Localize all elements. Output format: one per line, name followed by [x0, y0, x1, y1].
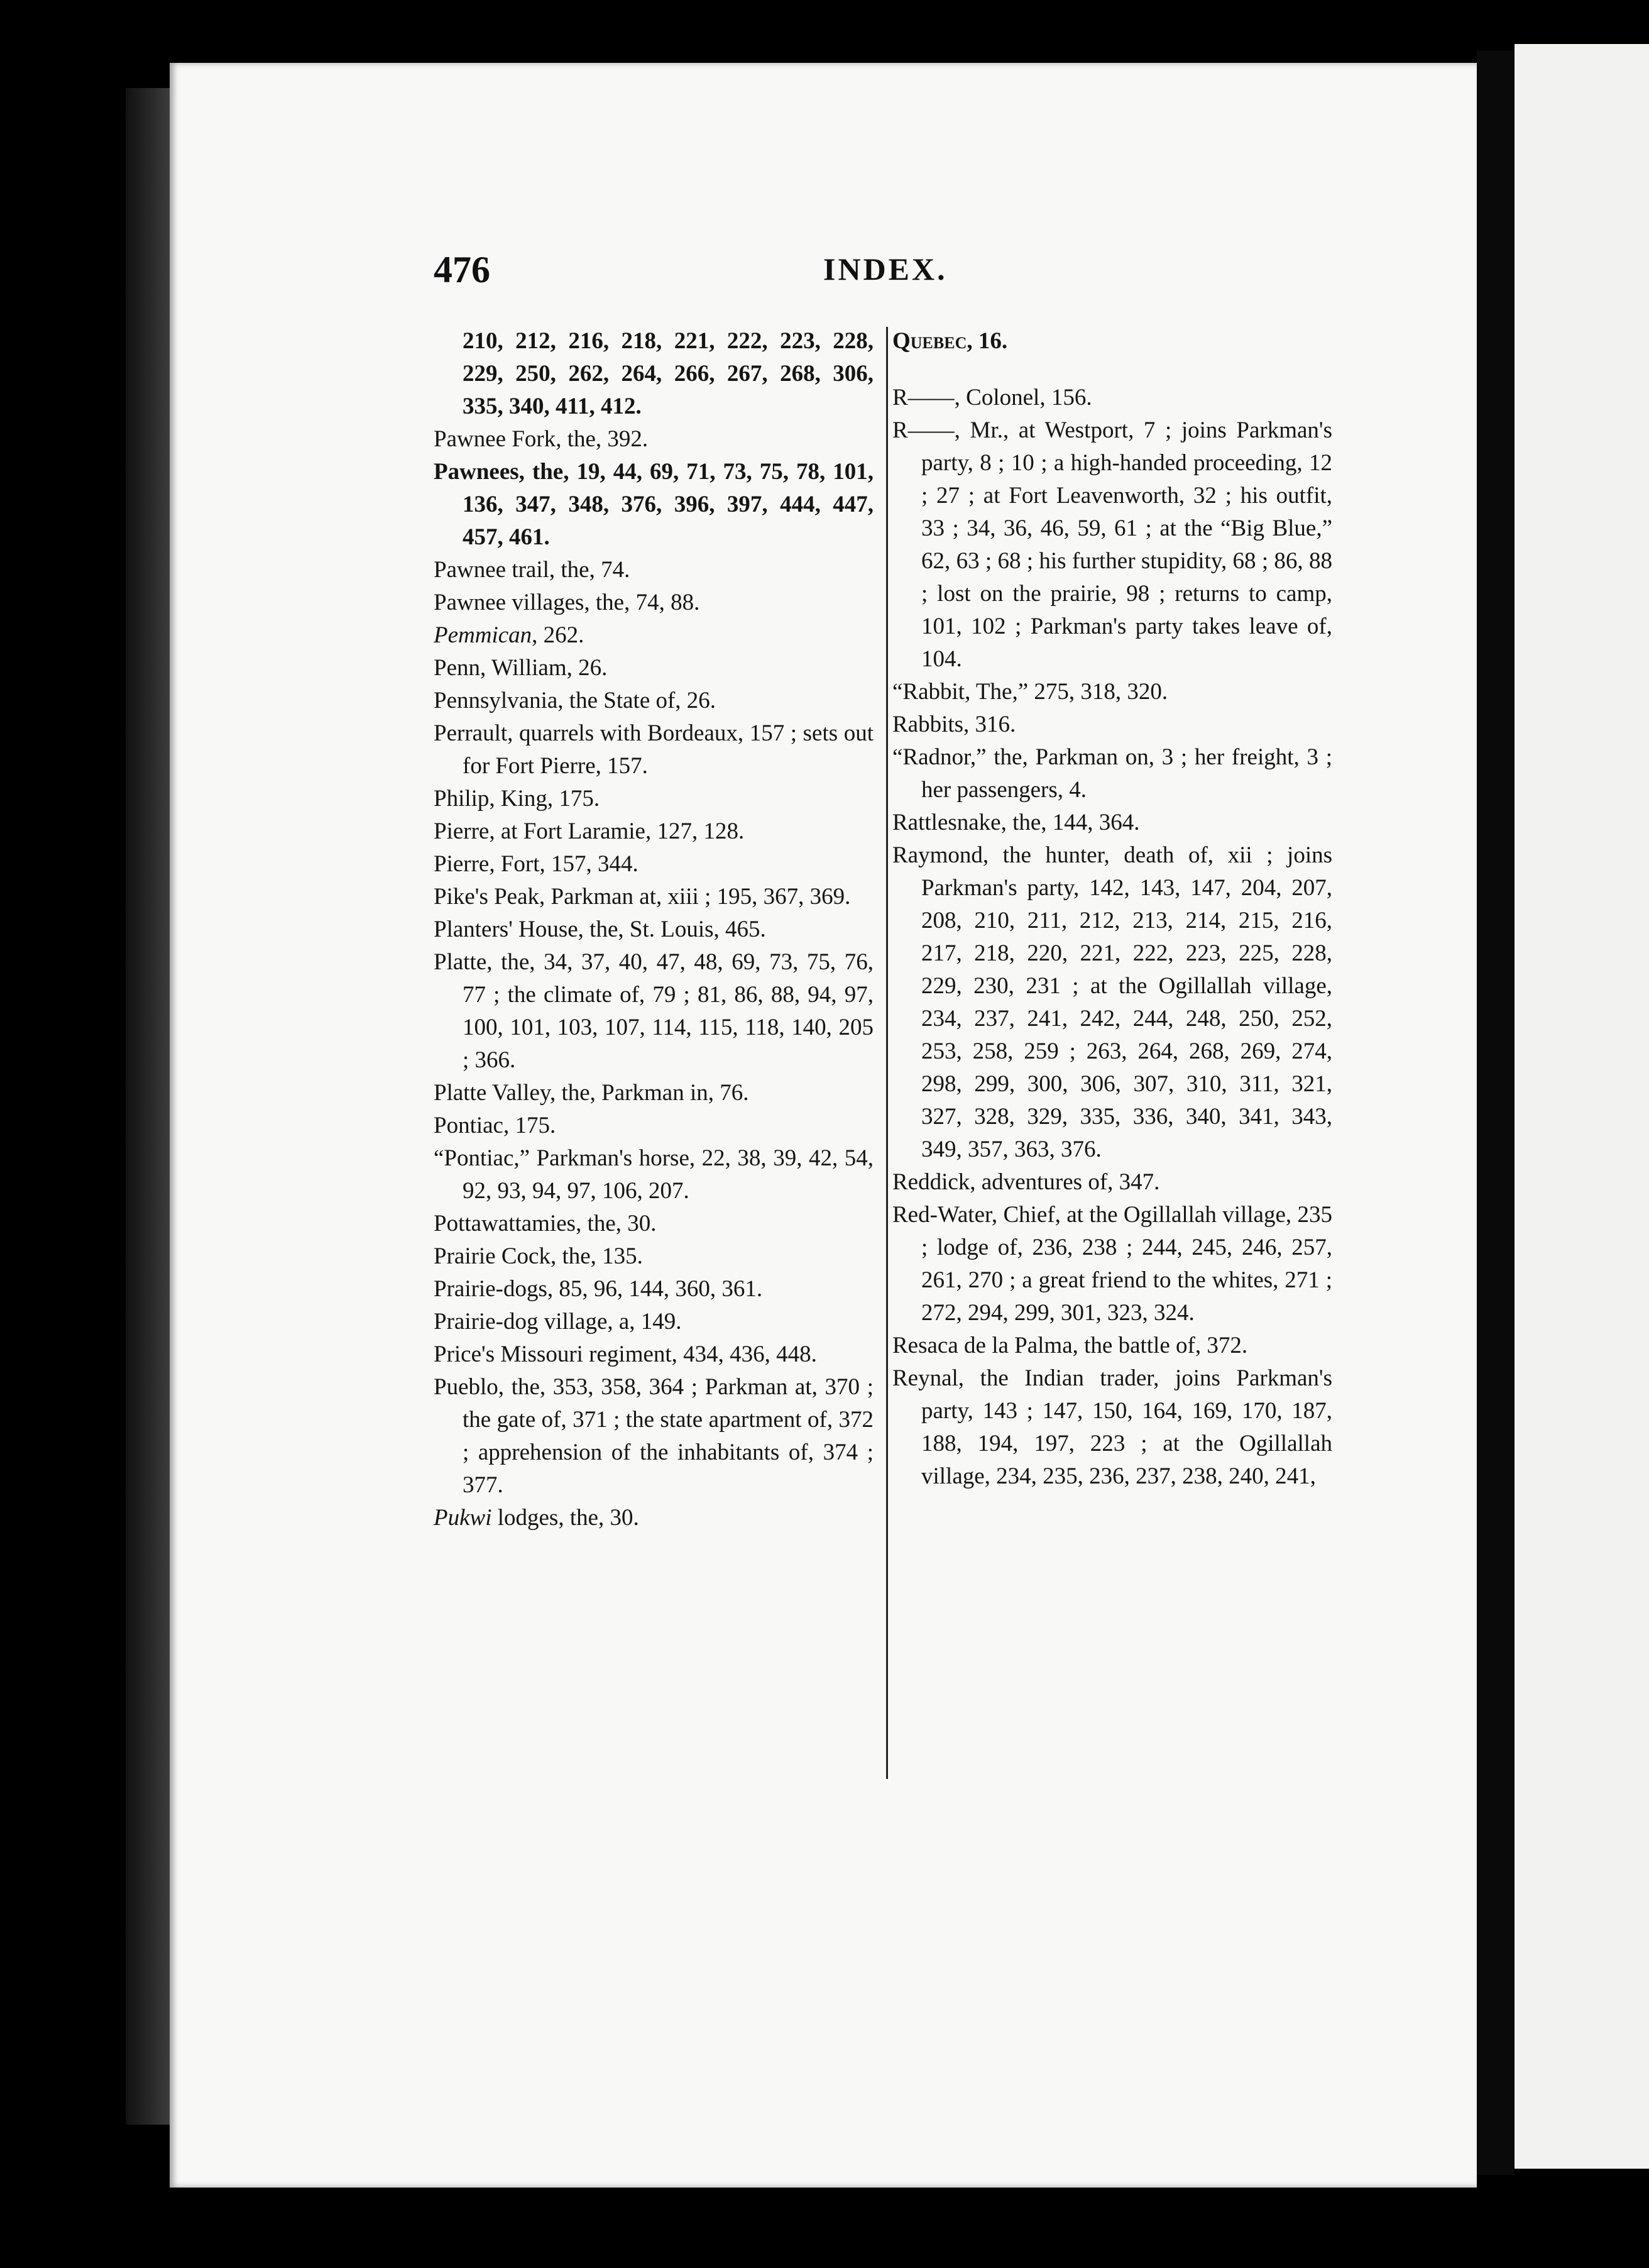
index-entry	[434, 848, 874, 881]
index-entry	[434, 1371, 874, 1502]
index-entry	[892, 676, 1332, 708]
page-header	[434, 248, 949, 292]
index-entry-text: , 16.	[967, 328, 1008, 354]
index-entry	[434, 456, 874, 554]
index-entry	[434, 1142, 874, 1208]
index-entry	[434, 554, 874, 586]
index-entry	[892, 1362, 1332, 1493]
index-entry	[434, 881, 874, 913]
index-entry-text: “Rabbit, The,” 275, 318, 320.	[892, 679, 1168, 705]
index-entry	[434, 717, 874, 783]
page-number: 476	[434, 249, 490, 290]
index-entry-text: Perrault, quarrels with Bordeaux, 157 ; sets out for Fort Pierre, 157.	[434, 720, 874, 779]
index-entry-text: Penn, William, 26.	[434, 655, 608, 681]
index-entry	[434, 1306, 874, 1338]
index-entry	[434, 1077, 874, 1109]
index-entry	[434, 652, 874, 685]
index-entry-text: Pueblo, the, 353, 358, 364 ; Parkman at, 370 ; the gate of, 371 ; the state apartment of, 372 ; apprehension of the inhabitants of, 374 ; 377.	[434, 1374, 874, 1498]
index-entry-text: , 262.	[532, 622, 584, 648]
index-entry-text: Philip, King, 175.	[434, 786, 600, 812]
page-gutter	[1477, 50, 1515, 2175]
index-entry	[892, 382, 1332, 414]
index-entry-text: Red-Water, Chief, at the Ogillallah village, 235 ; lodge of, 236, 238 ; 244, 245, 246, 257, 261, 270 ; a great friend to the whites, 271 ; 272, 294, 299, 301, 323, 324.	[892, 1202, 1332, 1326]
index-term: Pukwi	[434, 1505, 492, 1531]
index-entry-text: R——, Mr., at Westport, 7 ; joins Parkman's party, 8 ; 10 ; a high-handed proceeding, 12 ; 27 ; at Fort Leavenworth, 32 ; his outfit, 33 ; 34, 36, 46, 59, 61 ; at the “Big Blue,” 62, 63 ; 68 ; his further stupidity, 68 ; 86, 88 ; lost on the prairie, 98 ; returns to camp, 101, 102 ; Parkman's party takes leave of, 104.	[892, 417, 1332, 672]
index-entry	[892, 839, 1332, 1166]
index-entry	[434, 685, 874, 717]
index-entry	[892, 325, 1332, 358]
index-entry-text: Pawnee trail, the, 74.	[434, 557, 630, 583]
index-entry-text: lodges, the, 30.	[491, 1505, 639, 1531]
index-entry-text: Rattlesnake, the, 144, 364.	[892, 810, 1140, 835]
entry-gap	[892, 358, 1332, 382]
index-entry	[892, 708, 1332, 741]
index-entry	[434, 1338, 874, 1371]
facing-page-edge	[1515, 44, 1649, 2169]
index-entry	[434, 1273, 874, 1306]
index-entry-text: Pierre, at Fort Laramie, 127, 128.	[434, 818, 745, 844]
index-entry-text: Planters' House, the, St. Louis, 465.	[434, 917, 766, 942]
index-entry-text: Pennsylvania, the State of, 26.	[434, 688, 716, 713]
index-entry-text: Reynal, the Indian trader, joins Parkman's party, 143 ; 147, 150, 164, 169, 170, 187, 188, 194, 197, 223 ; at the Ogillallah village, 234, 235, 236, 237, 238, 240, 241,	[892, 1365, 1332, 1489]
column-divider	[886, 327, 888, 1779]
index-entry	[434, 946, 874, 1077]
index-entry	[434, 423, 874, 456]
index-column-right	[892, 325, 1332, 1493]
index-entry-text: R——, Colonel, 156.	[892, 385, 1092, 410]
index-entry	[434, 783, 874, 815]
index-entry	[434, 815, 874, 848]
index-entry-text: Resaca de la Palma, the battle of, 372.	[892, 1333, 1248, 1358]
running-title: INDEX.	[823, 251, 948, 287]
index-entry	[892, 806, 1332, 839]
index-entry	[892, 414, 1332, 676]
index-entry-text: Pawnee Fork, the, 392.	[434, 426, 649, 452]
index-entry	[434, 586, 874, 619]
index-entry	[434, 913, 874, 946]
index-entry	[892, 741, 1332, 806]
index-entry-text: Prairie-dogs, 85, 96, 144, 360, 361.	[434, 1276, 763, 1302]
index-entry	[434, 325, 874, 423]
index-entry-text: Raymond, the hunter, death of, xii ; joins Parkman's party, 142, 143, 147, 204, 207, 208, 210, 211, 212, 213, 214, 215, 216, 217, 218, 220, 221, 222, 223, 225, 228, 229, 230, 231 ; at the Ogillallah village, 234, 237, 241, 242, 244, 248, 250, 252, 253, 258, 259 ; 263, 264, 268, 269, 274, 298, 299, 300, 306, 307, 310, 311, 321, 327, 328, 329, 335, 336, 340, 341, 343, 349, 357, 363, 376.	[892, 842, 1332, 1162]
index-entry	[434, 1240, 874, 1273]
index-entry-text: Pawnee villages, the, 74, 88.	[434, 590, 700, 615]
index-entry	[434, 1502, 874, 1534]
index-entry-text: Pike's Peak, Parkman at, xiii ; 195, 367, 369.	[434, 884, 851, 910]
index-entry-text: Reddick, adventures of, 347.	[892, 1169, 1160, 1195]
index-entry	[892, 1329, 1332, 1362]
index-entry	[434, 1208, 874, 1240]
index-column-left	[434, 325, 874, 1534]
index-entry-text: Pierre, Fort, 157, 344.	[434, 851, 638, 877]
index-term: Quebec	[892, 328, 967, 354]
index-entry	[434, 619, 874, 652]
index-entry-text: Platte, the, 34, 37, 40, 47, 48, 69, 73, 75, 76, 77 ; the climate of, 79 ; 81, 86, 88, 94, 97, 100, 101, 103, 107, 114, 115, 118, 140, 205 ; 366.	[434, 949, 874, 1073]
index-entry-text: Price's Missouri regiment, 434, 436, 448.	[434, 1341, 817, 1367]
index-entry	[892, 1166, 1332, 1199]
index-entry-text: Platte Valley, the, Parkman in, 76.	[434, 1080, 749, 1106]
index-entry-text: “Pontiac,” Parkman's horse, 22, 38, 39, 42, 54, 92, 93, 94, 97, 106, 207.	[434, 1145, 874, 1204]
index-entry-text: Prairie Cock, the, 135.	[434, 1243, 643, 1269]
index-term: Pemmican	[434, 622, 532, 648]
index-entry-text: Pontiac, 175.	[434, 1113, 556, 1138]
index-entry-text: 210, 212, 216, 218, 221, 222, 223, 228, 229, 250, 262, 264, 266, 267, 268, 306, 335, 340, 411, 412.	[463, 328, 874, 419]
index-entry	[434, 1109, 874, 1142]
index-entry-text: “Radnor,” the, Parkman on, 3 ; her freight, 3 ; her passengers, 4.	[892, 744, 1332, 803]
book-spine-shadow	[126, 88, 170, 2125]
index-entry-text: Pawnees, the, 19, 44, 69, 71, 73, 75, 78, 101, 136, 347, 348, 376, 396, 397, 444, 447, 457, 461.	[434, 459, 874, 550]
index-entry	[892, 1199, 1332, 1329]
index-entry-text: Rabbits, 316.	[892, 712, 1016, 737]
index-entry-text: Prairie-dog village, a, 149.	[434, 1309, 682, 1335]
index-entry-text: Pottawattamies, the, 30.	[434, 1211, 657, 1236]
